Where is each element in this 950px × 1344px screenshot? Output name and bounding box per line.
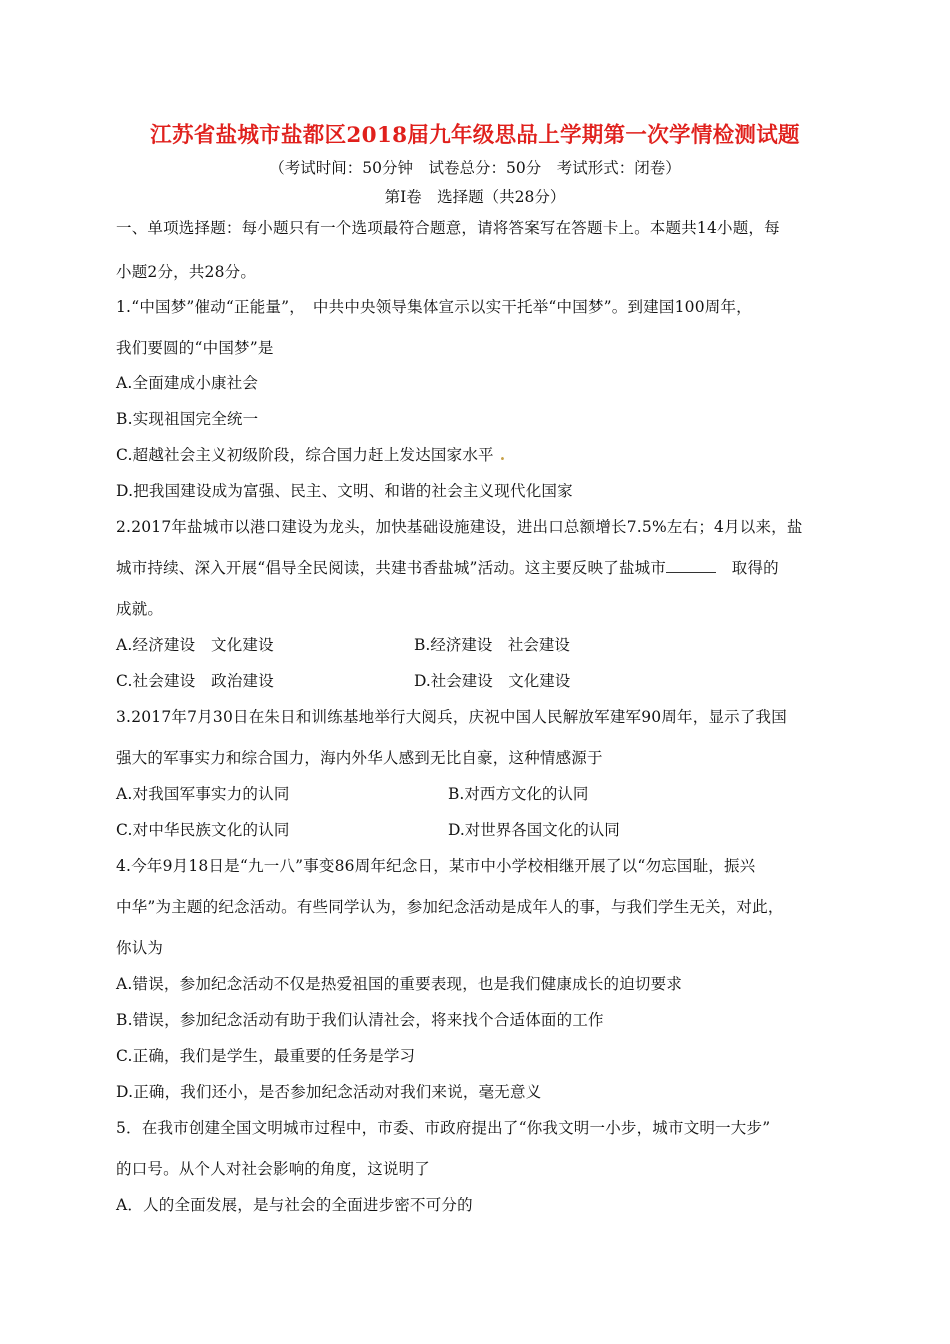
q1-option-b: B.实现祖国完全统一 xyxy=(116,410,259,428)
q1-stem-line-1: 1.“中国梦”催动“正能量”， 中共中央领导集体宣示以实干托举“中国梦”。到建国100周年， xyxy=(116,298,752,316)
q2-stem-line-1: 2.2017年盐城市以港口建设为龙头，加快基础设施建设，进出口总额增长7.5%左右；4月以来，盐 xyxy=(116,518,803,536)
q3-option-d: D.对世界各国文化的认同 xyxy=(448,821,620,839)
q2-option-a: A.经济建设 文化建设 xyxy=(116,636,274,654)
q1-option-a: A.全面建成小康社会 xyxy=(116,374,259,392)
q4-option-d: D.正确，我们还小，是否参加纪念活动对我们来说，毫无意义 xyxy=(116,1083,542,1101)
q4-option-c: C.正确，我们是学生，最重要的任务是学习 xyxy=(116,1047,416,1065)
q3-option-b: B.对西方文化的认同 xyxy=(448,785,589,803)
q5-stem-line-2: 的口号。从个人对社会影响的角度，这说明了 xyxy=(116,1160,431,1178)
instructions-line-2: 小题2分，共28分。 xyxy=(116,263,257,281)
exam-title: 江苏省盐城市盐都区2018届九年级思品上学期第一次学情检测试题 xyxy=(150,123,800,148)
q1-option-c-mark: . xyxy=(499,445,506,464)
q4-stem-line-3: 你认为 xyxy=(116,939,164,957)
q5-stem-line-1: 5．在我市创建全国文明城市过程中，市委、市政府提出了“你我文明一小步，城市文明一大步” xyxy=(116,1119,771,1137)
q2-answer-blank xyxy=(666,558,716,573)
q2-stem-line-2-text: 城市持续、深入开展“倡导全民阅读，共建书香盐城”活动。这主要反映了盐城市 xyxy=(116,559,667,577)
q2-stem-line-3: 成就。 xyxy=(116,600,164,618)
q4-option-b: B.错误，参加纪念活动有助于我们认清社会，将来找个合适体面的工作 xyxy=(116,1011,604,1029)
q4-option-a: A.错误，参加纪念活动不仅是热爱祖国的重要表现，也是我们健康成长的迫切要求 xyxy=(116,975,683,993)
q2-option-c: C.社会建设 政治建设 xyxy=(116,672,274,690)
q2-stem-line-2-tail: 取得的 xyxy=(716,559,779,577)
instructions-line-1: 一、单项选择题：每小题只有一个选项最符合题意，请将答案写在答题卡上。本题共14小题，每 xyxy=(116,219,780,237)
q1-option-c xyxy=(116,445,505,465)
section-heading: 第Ⅰ卷 选择题（共28分） xyxy=(384,188,566,206)
q3-stem-line-2: 强大的军事实力和综合国力，海内外华人感到无比自豪，这种情感源于 xyxy=(116,749,603,767)
q3-stem-line-1: 3.2017年7月30日在朱日和训练基地举行大阅兵，庆祝中国人民解放军建军90周年，显示了我国 xyxy=(116,708,787,726)
q2-option-d: D.社会建设 文化建设 xyxy=(414,672,571,690)
q3-option-c: C.对中华民族文化的认同 xyxy=(116,821,290,839)
q5-option-a: A．人的全面发展，是与社会的全面进步密不可分的 xyxy=(116,1196,473,1214)
q4-stem-line-2: 中华”为主题的纪念活动。有些同学认为，参加纪念活动是成年人的事，与我们学生无关，对此， xyxy=(116,898,784,916)
q1-stem-line-2: 我们要圆的“中国梦”是 xyxy=(116,339,274,357)
exam-info: （考试时间：50分钟 试卷总分：50分 考试形式：闭卷） xyxy=(269,159,681,177)
q4-stem-line-1: 4.今年9月18日是“九一八”事变86周年纪念日，某市中小学校相继开展了以“勿忘国耻，振兴 xyxy=(116,857,756,875)
q3-option-a: A.对我国军事实力的认同 xyxy=(116,785,290,803)
q2-option-b: B.经济建设 社会建设 xyxy=(414,636,570,654)
q1-option-d: D.把我国建设成为富强、民主、文明、和谐的社会主义现代化国家 xyxy=(116,482,573,500)
q2-stem-line-2 xyxy=(116,558,779,578)
q1-option-c-text: C.超越社会主义初级阶段，综合国力赶上发达国家水平 xyxy=(116,446,494,464)
